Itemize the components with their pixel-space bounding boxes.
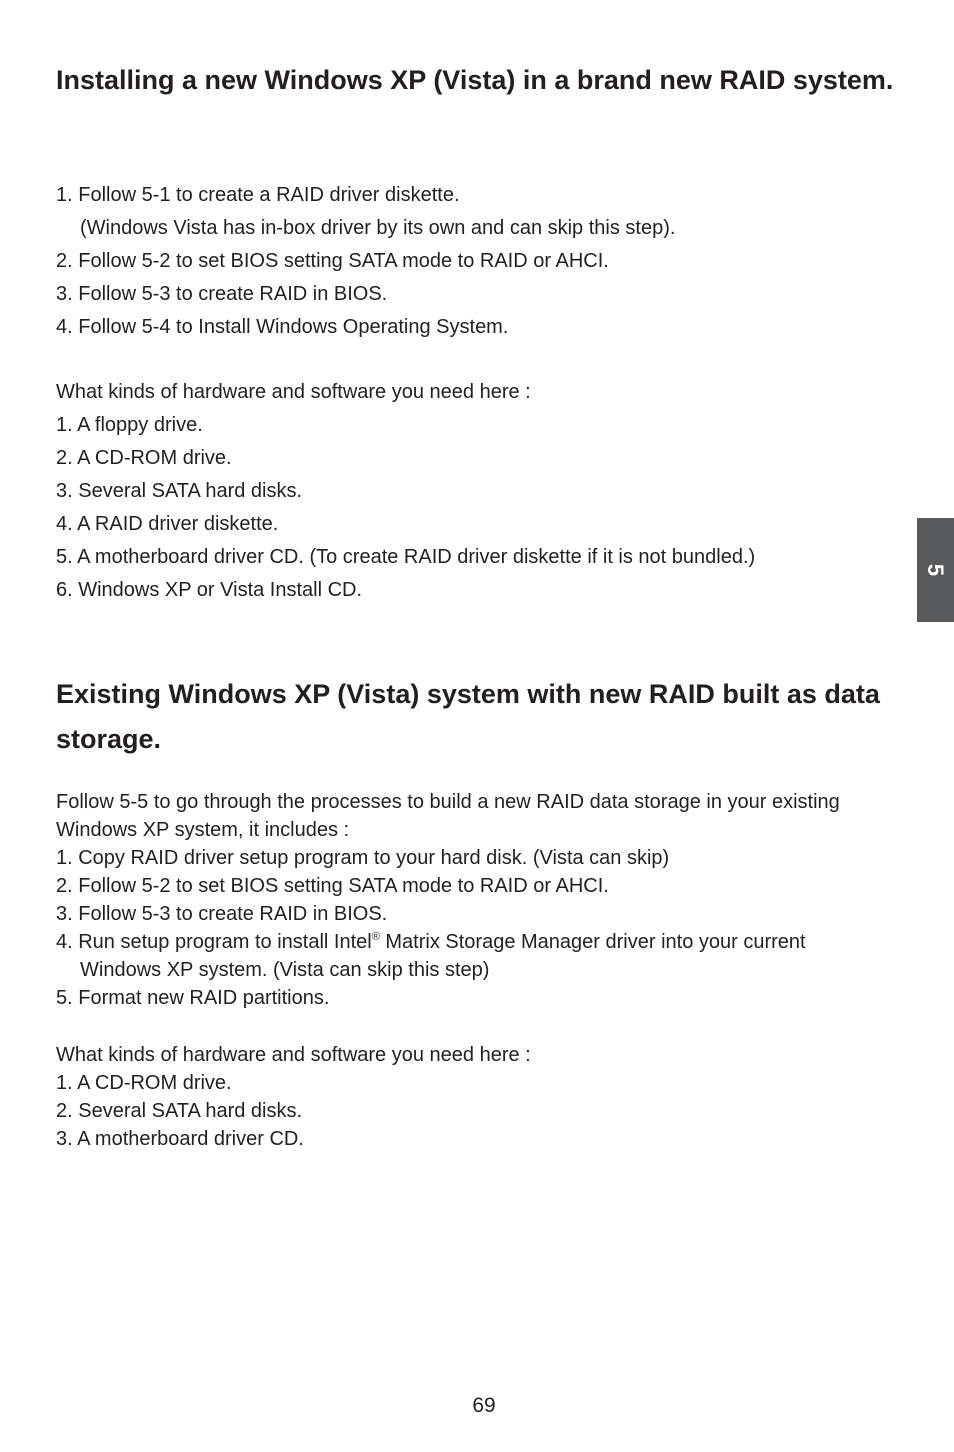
section2-step: 1. Copy RAID driver setup program to your hard disk. (Vista can skip)	[56, 847, 670, 869]
section2-step: 3. Follow 5-3 to create RAID in BIOS.	[56, 903, 388, 925]
section2-steps	[56, 788, 896, 1012]
section1-step: 3. Follow 5-3 to create RAID in BIOS.	[56, 283, 388, 305]
section2-needs-intro: What kinds of hardware and software you need here :	[56, 1044, 531, 1066]
page-number: 69	[472, 1394, 496, 1417]
section2-title: Existing Windows XP (Vista) system with new RAID built as data storage.	[56, 679, 880, 754]
section1-need-item: 6. Windows XP or Vista Install CD.	[56, 579, 363, 601]
section1-step: 1. Follow 5-1 to create a RAID driver diskette.	[56, 184, 460, 206]
section1-needs	[56, 376, 896, 607]
section2-need-item: 3. A motherboard driver CD.	[56, 1128, 304, 1150]
section1-steps	[56, 179, 896, 344]
section1-need-item: 2. A CD-ROM drive.	[56, 447, 232, 469]
section2-intro: Follow 5-5 to go through the processes to build a new RAID data storage in your existing Windows XP system, it includes :	[56, 791, 840, 841]
registered-mark: ®	[371, 931, 380, 943]
section2-need-item: 1. A CD-ROM drive.	[56, 1072, 232, 1094]
section2-step-4	[56, 928, 896, 956]
section1-title: Installing a new Windows XP (Vista) in a brand new RAID system.	[56, 65, 894, 95]
section2-step4-prefix: 4. Run setup program to install Intel	[56, 931, 372, 953]
section2-step4-continued: Windows XP system. (Vista can skip this step)	[80, 959, 490, 981]
section2-need-item: 2. Several SATA hard disks.	[56, 1100, 303, 1122]
section1-step: 4. Follow 5-4 to Install Windows Operating System.	[56, 316, 509, 338]
section1-needs-intro: What kinds of hardware and software you need here :	[56, 381, 531, 403]
chapter-tab	[917, 518, 954, 622]
section2-needs	[56, 1041, 896, 1153]
section1-step: 2. Follow 5-2 to set BIOS setting SATA mode to RAID or AHCI.	[56, 250, 609, 272]
section1-need-item: 5. A motherboard driver CD. (To create RAID driver diskette if it is not bundled.)	[56, 546, 756, 568]
section1-need-item: 1. A floppy drive.	[56, 414, 203, 436]
chapter-tab-label: 5	[923, 563, 949, 577]
section1-step-note: (Windows Vista has in-box driver by its own and can skip this step).	[80, 217, 676, 239]
section1-need-item: 4. A RAID driver diskette.	[56, 513, 279, 535]
section2-step4-suffix: Matrix Storage Manager driver into your current	[379, 931, 806, 953]
section2-step: 2. Follow 5-2 to set BIOS setting SATA mode to RAID or AHCI.	[56, 875, 609, 897]
section1-need-item: 3. Several SATA hard disks.	[56, 480, 303, 502]
section2-step: 5. Format new RAID partitions.	[56, 987, 330, 1009]
